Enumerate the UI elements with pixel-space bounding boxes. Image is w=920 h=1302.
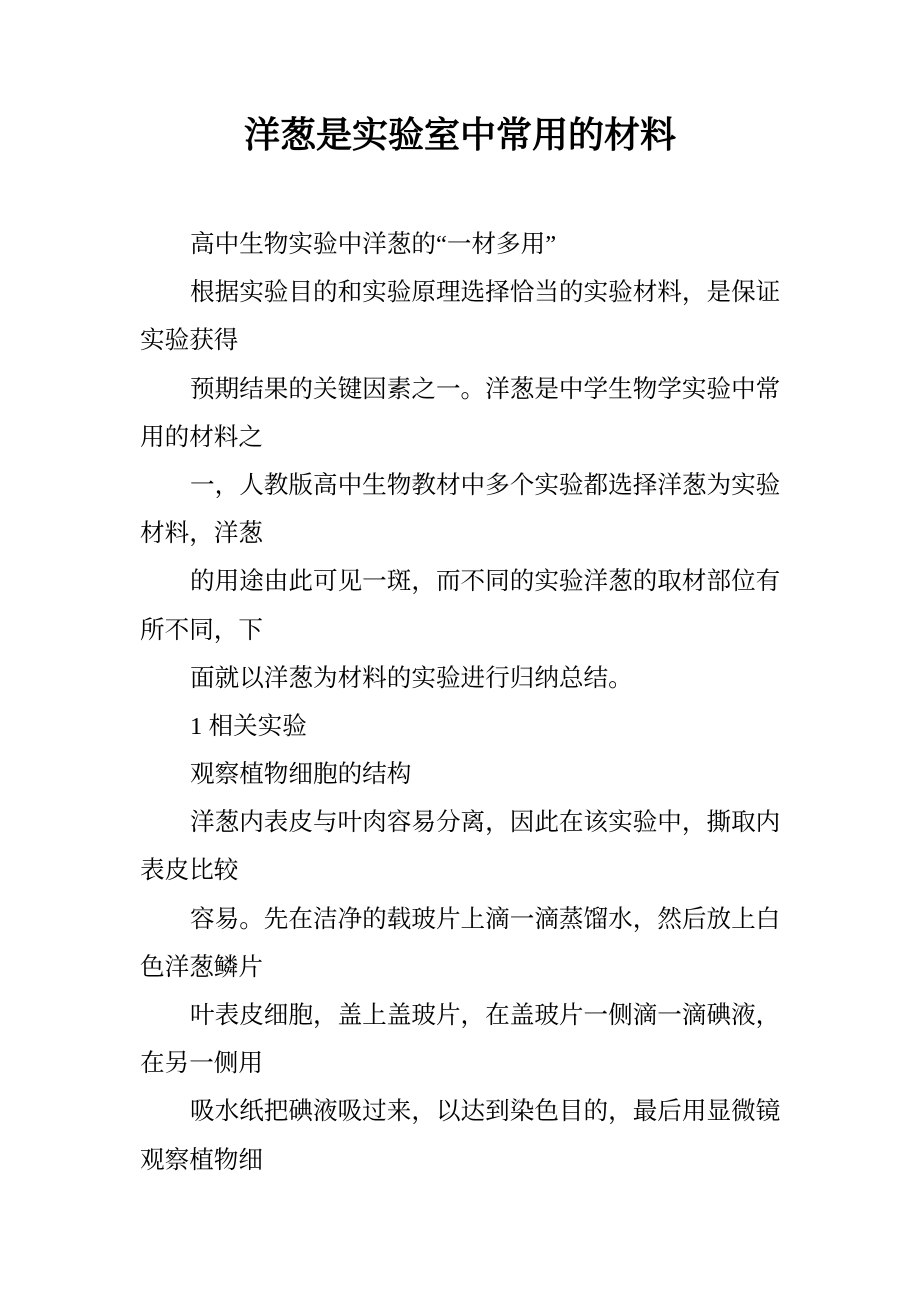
text-line: 预期结果的关键因素之一。洋葱是中学生物学实验中常 [190,375,781,403]
text-line: 叶表皮细胞，盖上盖玻片，在盖玻片一侧滴一滴碘液， [190,1002,781,1029]
paragraph [140,269,800,365]
paragraph [140,1088,800,1184]
text-line: 表皮比较 [140,857,239,885]
paragraph [140,751,800,799]
text-line: 面就以洋葱为材料的实验进行归纳总结。 [190,664,633,692]
paragraph [140,655,800,703]
text-line: 根据实验目的和实验原理选择恰当的实验材料，是保证 [190,279,781,307]
text-line: 容易。先在洁净的载玻片上滴一滴蒸馏水，然后放上白 [190,905,781,933]
text-line: 色洋葱鳞片 [140,953,263,981]
text-line: 的用途由此可见一斑，而不同的实验洋葱的取材部位有 [190,568,781,596]
paragraph [140,992,800,1088]
text-line: 材料，洋葱 [140,520,263,548]
text-line: 观察植物细 [140,1146,263,1174]
paragraph [140,221,800,269]
text-line: 洋葱内表皮与叶肉容易分离，因此在该实验中，撕取内 [190,809,781,837]
text-line: 观察植物细胞的结构 [190,761,412,789]
paragraph [140,703,800,751]
document-title: 洋葱是实验室中常用的材料 [243,115,676,155]
paragraph [140,799,800,895]
text-line: 高中生物实验中洋葱的“一材多用” [190,231,557,258]
paragraph [140,366,800,462]
text-line: 用的材料之 [140,423,263,451]
text-line: 所不同，下 [140,616,263,644]
text-line: 在另一侧用 [140,1050,263,1078]
text-line: 一，人教版高中生物教材中多个实验都选择洋葱为实验 [190,471,781,499]
document-body [140,221,800,1185]
text-line: 1 相关实验 [190,712,307,740]
text-line: 吸水纸把碘液吸过来，以达到染色目的，最后用显微镜 [190,1098,781,1126]
paragraph [140,896,800,992]
paragraph [140,462,800,558]
paragraph [140,558,800,654]
text-line: 实验获得 [140,327,239,355]
